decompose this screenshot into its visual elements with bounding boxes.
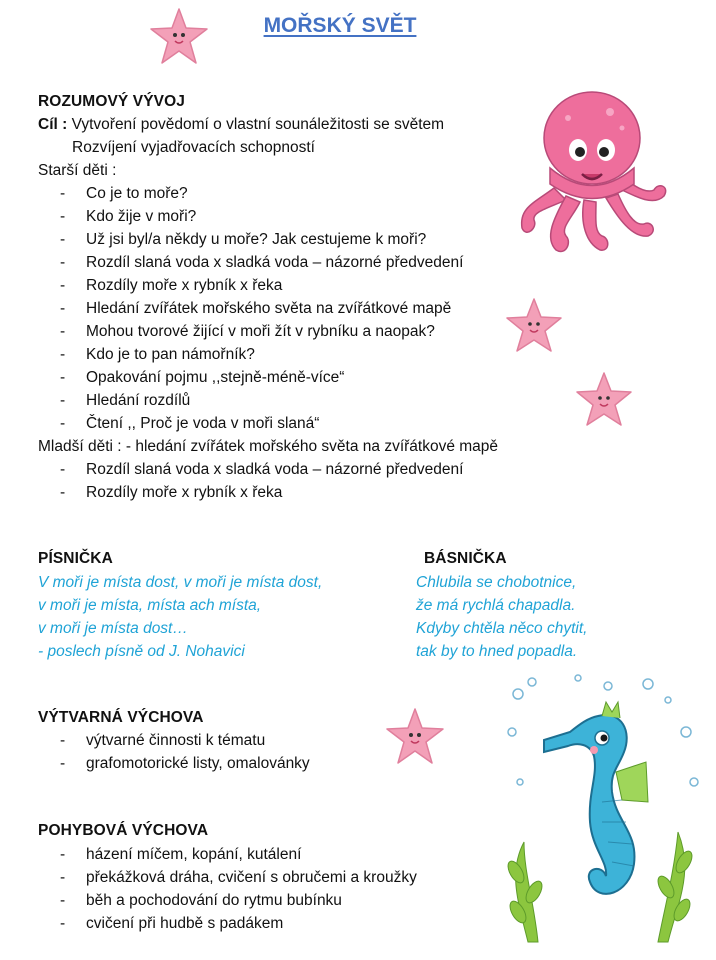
song-lyrics <box>38 571 322 663</box>
bullet-dash: - <box>60 231 66 248</box>
bullet-dash: - <box>60 892 66 909</box>
starsi-list <box>38 182 463 435</box>
list-item: - grafomotorické listy, omalovánky <box>38 752 310 775</box>
poem-verses <box>416 571 587 663</box>
song-line: v moři je místa dost… <box>38 620 188 637</box>
mladsi-list <box>38 458 463 504</box>
bullet-dash: - <box>60 369 66 386</box>
bullet-dash: - <box>60 185 66 202</box>
list-item: - cvičení při hudbě s padákem <box>38 912 417 935</box>
list-item: - překážková dráha, cvičení s obručemi a kroužky <box>38 866 417 889</box>
seahorse-icon <box>498 672 708 952</box>
list-item: - výtvarné činnosti k tématu <box>38 729 310 752</box>
octopus-icon <box>514 88 672 258</box>
song-line: V moři je místa dost, v moři je místa dost, <box>38 574 323 591</box>
list-item: - Čtení ,, Proč je voda v moři slaná“ <box>38 412 463 435</box>
bullet-dash: - <box>60 732 66 749</box>
list-item: - Hledání zvířátek mořského světa na zvířátkové mapě <box>38 297 463 320</box>
starsi-label: Starší děti : <box>38 162 117 179</box>
pohybova-list <box>38 843 417 935</box>
bullet-dash: - <box>60 323 66 340</box>
list-item: - Mohou tvorové žijící v moři žít v rybníku a naopak? <box>38 320 463 343</box>
list-item: - Rozdíl slaná voda x sladká voda – názorné předvedení <box>38 251 463 274</box>
bullet-dash: - <box>60 392 66 409</box>
poem-line: že má rychlá chapadla. <box>416 597 576 614</box>
bullet-dash: - <box>60 300 66 317</box>
starfish-icon <box>504 296 564 356</box>
mladsi-line: Mladší děti : - hledání zvířátek mořského světa na zvířátkové mapě <box>38 438 499 455</box>
poem-line: tak by to hned popadla. <box>416 643 578 660</box>
list-item: - Kdo žije v moři? <box>38 205 463 228</box>
cil-text: Vytvoření povědomí o vlastní sounáležitosti se světem <box>67 116 445 133</box>
section-heading-rozumovy: ROZUMOVÝ VÝVOJ <box>38 93 185 110</box>
poem-line: Chlubila se chobotnice, <box>416 574 577 591</box>
list-item: - Rozdíly moře x rybník x řeka <box>38 481 463 504</box>
song-line: v moři je místa, místa ach místa, <box>38 597 262 614</box>
list-item: - Rozdíly moře x rybník x řeka <box>38 274 463 297</box>
bullet-dash: - <box>60 755 66 772</box>
starfish-icon <box>574 370 634 430</box>
bullet-dash: - <box>60 915 66 932</box>
section-heading-pohybova: POHYBOVÁ VÝCHOVA <box>38 822 209 839</box>
list-item: - Hledání rozdílů <box>38 389 463 412</box>
list-item: - Co je to moře? <box>38 182 463 205</box>
starfish-icon <box>382 706 448 768</box>
starfish-icon <box>146 6 212 68</box>
cil-text-2: Rozvíjení vyjadřovacích schopností <box>72 139 315 156</box>
section-heading-pisnicka: PÍSNIČKA <box>38 550 113 567</box>
song-line: - poslech písně od J. Nohavici <box>38 643 245 660</box>
vytvarna-list <box>38 729 310 775</box>
bullet-dash: - <box>60 869 66 886</box>
bullet-dash: - <box>60 254 66 271</box>
list-item: - Opakování pojmu ,,stejně-méně-více“ <box>38 366 463 389</box>
list-item: - Kdo je to pan námořník? <box>38 343 463 366</box>
bullet-dash: - <box>60 484 66 501</box>
section-heading-basnicka: BÁSNIČKA <box>424 550 507 567</box>
bullet-dash: - <box>60 277 66 294</box>
list-item: - házení míčem, kopání, kutálení <box>38 843 417 866</box>
cil-label: Cíl : <box>38 116 68 133</box>
bullet-dash: - <box>60 208 66 225</box>
bullet-dash: - <box>60 346 66 363</box>
list-item: - Rozdíl slaná voda x sladká voda – názorné předvedení <box>38 458 463 481</box>
list-item: - Už jsi byl/a někdy u moře? Jak cestujeme k moři? <box>38 228 463 251</box>
section-heading-vytvarna: VÝTVARNÁ VÝCHOVA <box>38 709 204 726</box>
bullet-dash: - <box>60 461 66 478</box>
poem-line: Kdyby chtěla něco chytit, <box>416 620 588 637</box>
page-title: MOŘSKÝ SVĚT <box>263 14 417 37</box>
bullet-dash: - <box>60 415 66 432</box>
bullet-dash: - <box>60 846 66 863</box>
cil-line <box>38 113 444 136</box>
list-item: - běh a pochodování do rytmu bubínku <box>38 889 417 912</box>
